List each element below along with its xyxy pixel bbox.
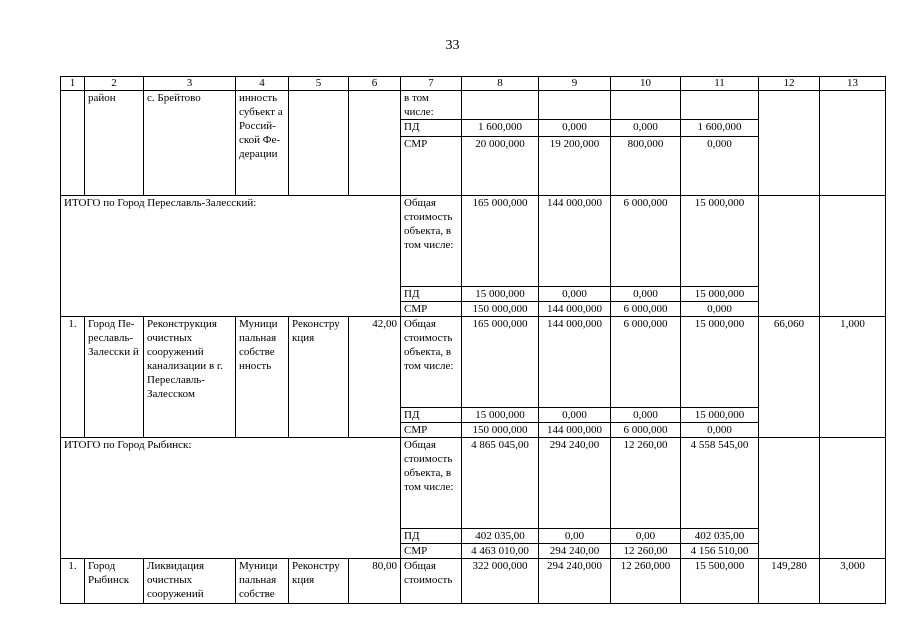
cell: 42,00 xyxy=(349,317,401,438)
cell: ПД xyxy=(401,529,462,544)
cell xyxy=(759,91,820,196)
cell: 15 500,000 xyxy=(681,559,759,604)
col-header: 4 xyxy=(236,77,289,91)
col-header: 3 xyxy=(144,77,236,91)
col-header: 2 xyxy=(85,77,144,91)
cell: 165 000,000 xyxy=(462,196,539,287)
cell: 0,000 xyxy=(539,408,611,423)
cell: ПД xyxy=(401,408,462,423)
cell: 149,280 xyxy=(759,559,820,604)
cell: 0,000 xyxy=(681,423,759,438)
cell: Город Пе-реславль-Залесски й xyxy=(85,317,144,438)
cell: Общая стоимость объекта, в том числе: xyxy=(401,438,462,529)
cell: в том числе: xyxy=(401,91,462,120)
cell: 0,000 xyxy=(611,120,681,137)
col-header: 12 xyxy=(759,77,820,91)
cell: 6 000,000 xyxy=(611,317,681,408)
cell: район xyxy=(85,91,144,196)
col-header: 9 xyxy=(539,77,611,91)
col-header: 1 xyxy=(61,77,85,91)
cell: Реконстру кция xyxy=(289,317,349,438)
cell: 12 260,00 xyxy=(611,544,681,559)
cell: 800,000 xyxy=(611,137,681,196)
cell: Ликвидация очистных сооружений xyxy=(144,559,236,604)
col-header: 7 xyxy=(401,77,462,91)
cell: 4 558 545,00 xyxy=(681,438,759,529)
total-row xyxy=(61,196,886,287)
total-label: ИТОГО по Город Рыбинск: xyxy=(61,438,401,559)
cell: 4 865 045,00 xyxy=(462,438,539,529)
cell: ПД xyxy=(401,287,462,302)
column-number-row xyxy=(61,77,886,91)
cell: 150 000,000 xyxy=(462,302,539,317)
budget-table xyxy=(60,76,886,604)
cell xyxy=(820,438,886,559)
cell: 322 000,000 xyxy=(462,559,539,604)
cell: СМР xyxy=(401,544,462,559)
cell: 1 600,000 xyxy=(681,120,759,137)
cell: 0,000 xyxy=(539,287,611,302)
cell: 0,000 xyxy=(611,408,681,423)
cell xyxy=(759,438,820,559)
cell: ПД xyxy=(401,120,462,137)
cell: Муници пальная собстве нность xyxy=(236,317,289,438)
cell: СМР xyxy=(401,137,462,196)
col-header: 10 xyxy=(611,77,681,91)
cell: 0,00 xyxy=(611,529,681,544)
cell: 0,000 xyxy=(681,137,759,196)
cell: 66,060 xyxy=(759,317,820,438)
cell: 15 000,000 xyxy=(681,196,759,287)
cell xyxy=(61,91,85,196)
cell: 150 000,000 xyxy=(462,423,539,438)
col-header: 11 xyxy=(681,77,759,91)
cell: 1,000 xyxy=(820,317,886,438)
cell: Общая стоимость объекта, в том числе: xyxy=(401,317,462,408)
cell xyxy=(462,91,539,120)
cell: 1 600,000 xyxy=(462,120,539,137)
cell: 15 000,000 xyxy=(462,287,539,302)
cell: 0,000 xyxy=(681,302,759,317)
col-header: 5 xyxy=(289,77,349,91)
cell: Реконстру кция xyxy=(289,559,349,604)
cell xyxy=(820,91,886,196)
cell xyxy=(539,91,611,120)
col-header: 8 xyxy=(462,77,539,91)
cell: 12 260,000 xyxy=(611,559,681,604)
cell: 144 000,000 xyxy=(539,196,611,287)
page-number: 33 xyxy=(445,38,460,53)
cell: 1. xyxy=(61,559,85,604)
cell: Реконструкция очистных сооружений канализации в г. Переславль-Залесском xyxy=(144,317,236,438)
cell: 402 035,00 xyxy=(681,529,759,544)
total-label: ИТОГО по Город Переславль-Залесский: xyxy=(61,196,401,317)
cell: 0,000 xyxy=(611,287,681,302)
cell: 144 000,000 xyxy=(539,302,611,317)
cell xyxy=(611,91,681,120)
cell xyxy=(349,91,401,196)
cell: 80,00 xyxy=(349,559,401,604)
cell xyxy=(289,91,349,196)
cell: 3,000 xyxy=(820,559,886,604)
col-header: 6 xyxy=(349,77,401,91)
table-row xyxy=(61,317,886,408)
cell: 15 000,000 xyxy=(462,408,539,423)
cell: 402 035,00 xyxy=(462,529,539,544)
cell: 15 000,000 xyxy=(681,287,759,302)
cell: 144 000,000 xyxy=(539,423,611,438)
cell: Общая стоимость объекта, в том числе: xyxy=(401,196,462,287)
cell: 165 000,000 xyxy=(462,317,539,408)
cell: 6 000,000 xyxy=(611,423,681,438)
cell: 6 000,000 xyxy=(611,196,681,287)
cell: 294 240,00 xyxy=(539,438,611,529)
cell: СМР xyxy=(401,423,462,438)
cell xyxy=(759,196,820,317)
cell xyxy=(681,91,759,120)
cell: 12 260,00 xyxy=(611,438,681,529)
cell: Город Рыбинск xyxy=(85,559,144,604)
cell: СМР xyxy=(401,302,462,317)
table-row xyxy=(61,91,886,120)
cell: 4 156 510,00 xyxy=(681,544,759,559)
cell: Общая стоимость xyxy=(401,559,462,604)
cell: инность субъект а Россий-ской Фе-дерации xyxy=(236,91,289,196)
cell: 294 240,00 xyxy=(539,544,611,559)
cell xyxy=(820,196,886,317)
cell: 1. xyxy=(61,317,85,438)
cell: 15 000,000 xyxy=(681,317,759,408)
cell: 4 463 010,00 xyxy=(462,544,539,559)
cell: 6 000,000 xyxy=(611,302,681,317)
cell: 294 240,000 xyxy=(539,559,611,604)
cell: 0,000 xyxy=(539,120,611,137)
col-header: 13 xyxy=(820,77,886,91)
cell: 0,00 xyxy=(539,529,611,544)
cell: 19 200,000 xyxy=(539,137,611,196)
cell: 20 000,000 xyxy=(462,137,539,196)
cell: Муници пальная собстве xyxy=(236,559,289,604)
cell: 15 000,000 xyxy=(681,408,759,423)
cell: 144 000,000 xyxy=(539,317,611,408)
total-row xyxy=(61,438,886,529)
cell: с. Брейтово xyxy=(144,91,236,196)
table-row xyxy=(61,559,886,604)
